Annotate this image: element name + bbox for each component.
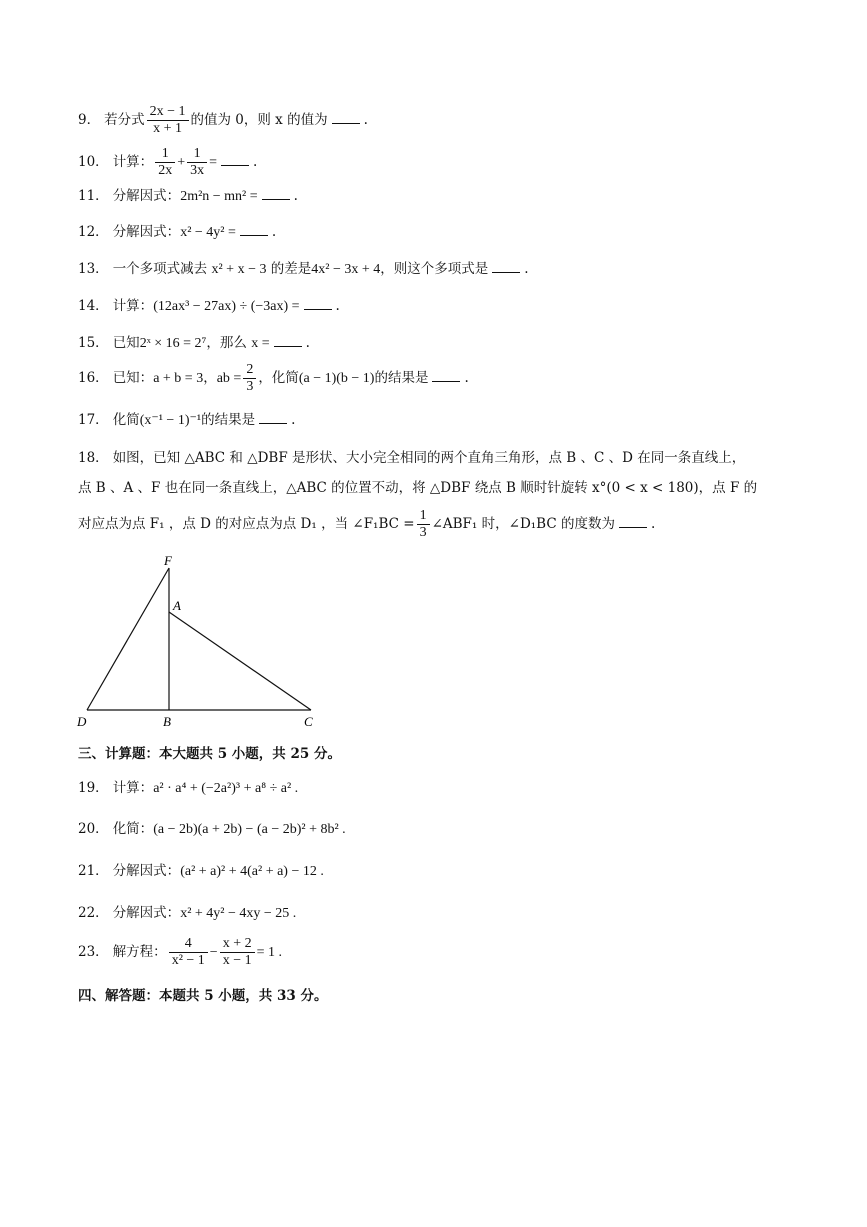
question-12: 12． 分解因式：x² − 4y² = . xyxy=(78,224,277,240)
question-23: 23． 解方程： $\frac{4}{\text{x² − 1}}$ − $\frac{x + 2}{x - 1}$ = 1 . xyxy=(78,936,282,968)
label-C: C xyxy=(304,714,313,729)
answer-blank xyxy=(274,334,302,347)
question-18-line2: 点 B 、A 、F 也在同一条直线上，△ABC 的位置不动，将 △DBF 绕点 B 顺时针旋转 x°(0 < x < 180)，点 F 的 xyxy=(78,480,758,496)
answer-blank xyxy=(240,223,268,236)
label-F: F xyxy=(164,553,172,568)
section-title-3: 三、计算题：本大题共 5 小题，共 25 分。 xyxy=(78,746,341,762)
answer-blank xyxy=(304,297,332,310)
question-21: 21． 分解因式：(a² + a)² + 4(a² + a) − 12 . xyxy=(78,863,324,879)
question-20: 20． 化简：(a − 2b)(a + 2b) − (a − 2b)² + 8b² . xyxy=(78,821,346,837)
triangle-figure xyxy=(70,550,330,735)
question-19: 19． 计算：a² · a⁴ + (−2a²)³ + a⁸ ÷ a² . xyxy=(78,780,299,796)
question-14: 14． 计算：(12ax³ − 27ax) ÷ (−3ax) = . xyxy=(78,298,340,314)
answer-blank xyxy=(259,411,287,424)
answer-blank xyxy=(432,369,460,382)
label-A: A xyxy=(173,598,181,613)
question-22: 22． 分解因式：x² + 4y² − 4xy − 25 . xyxy=(78,905,297,921)
question-16: 16． 已知：a + b = 3，ab = $\frac{2}{3}$ ，化简(a − 1)(b − 1)的结果是 . xyxy=(78,362,469,394)
answer-blank xyxy=(221,153,249,166)
fraction: $\frac{2}{3}$ xyxy=(243,362,256,395)
label-B: B xyxy=(163,714,171,729)
segment-DF xyxy=(87,568,169,710)
fraction: $\frac{2x - 1}{x + 1}$ xyxy=(147,104,189,137)
segment-AC xyxy=(169,612,311,710)
section-title-4: 四、解答题：本题共 5 小题，共 33 分。 xyxy=(78,988,328,1004)
question-15: 15． 已知2ˣ × 16 = 2⁷，那么 x = . xyxy=(78,335,310,351)
fraction: $\frac{4}{\text{x² − 1}}$ xyxy=(169,936,208,969)
question-10: 10． 计算： $\frac{1}{2x}$ + $\frac{1}{3x}$ = . xyxy=(78,146,258,178)
answer-blank xyxy=(619,515,647,528)
question-17: 17． 化简(x⁻¹ − 1)⁻¹的结果是 . xyxy=(78,412,296,428)
question-9: 9． 若分式 $\frac{2x - 1}{x + 1}$ 的值为 0，则 x 的值为 . xyxy=(78,104,368,136)
label-D: D xyxy=(77,714,87,729)
fraction: $\frac{1}{3x}$ xyxy=(187,146,207,179)
fraction: $\frac{1}{2x}$ xyxy=(155,146,175,179)
fraction: $\frac{1}{3}$ xyxy=(417,508,430,541)
answer-blank xyxy=(332,111,360,124)
question-11: 11． 分解因式：2m²n − mn² = . xyxy=(78,188,298,204)
question-18-line3: 对应点为点 F₁ ，点 D 的对应点为点 D₁ ，当 ∠F₁BC = $\frac{1}{3}$ ∠ABF₁ 时，∠D₁BC 的度数为 . xyxy=(78,508,656,540)
question-13: 13． 一个多项式减去 x² + x − 3 的差是4x² − 3x + 4，则这个多项式是 . xyxy=(78,261,529,277)
fraction: $\frac{x + 2}{x - 1}$ xyxy=(220,936,255,969)
answer-blank xyxy=(492,260,520,273)
question-18-line1: 18． 如图，已知 △ABC 和 △DBF 是形状、大小完全相同的两个直角三角形，点 B 、C 、D 在同一条直线上， xyxy=(78,450,746,466)
answer-blank xyxy=(262,187,290,200)
